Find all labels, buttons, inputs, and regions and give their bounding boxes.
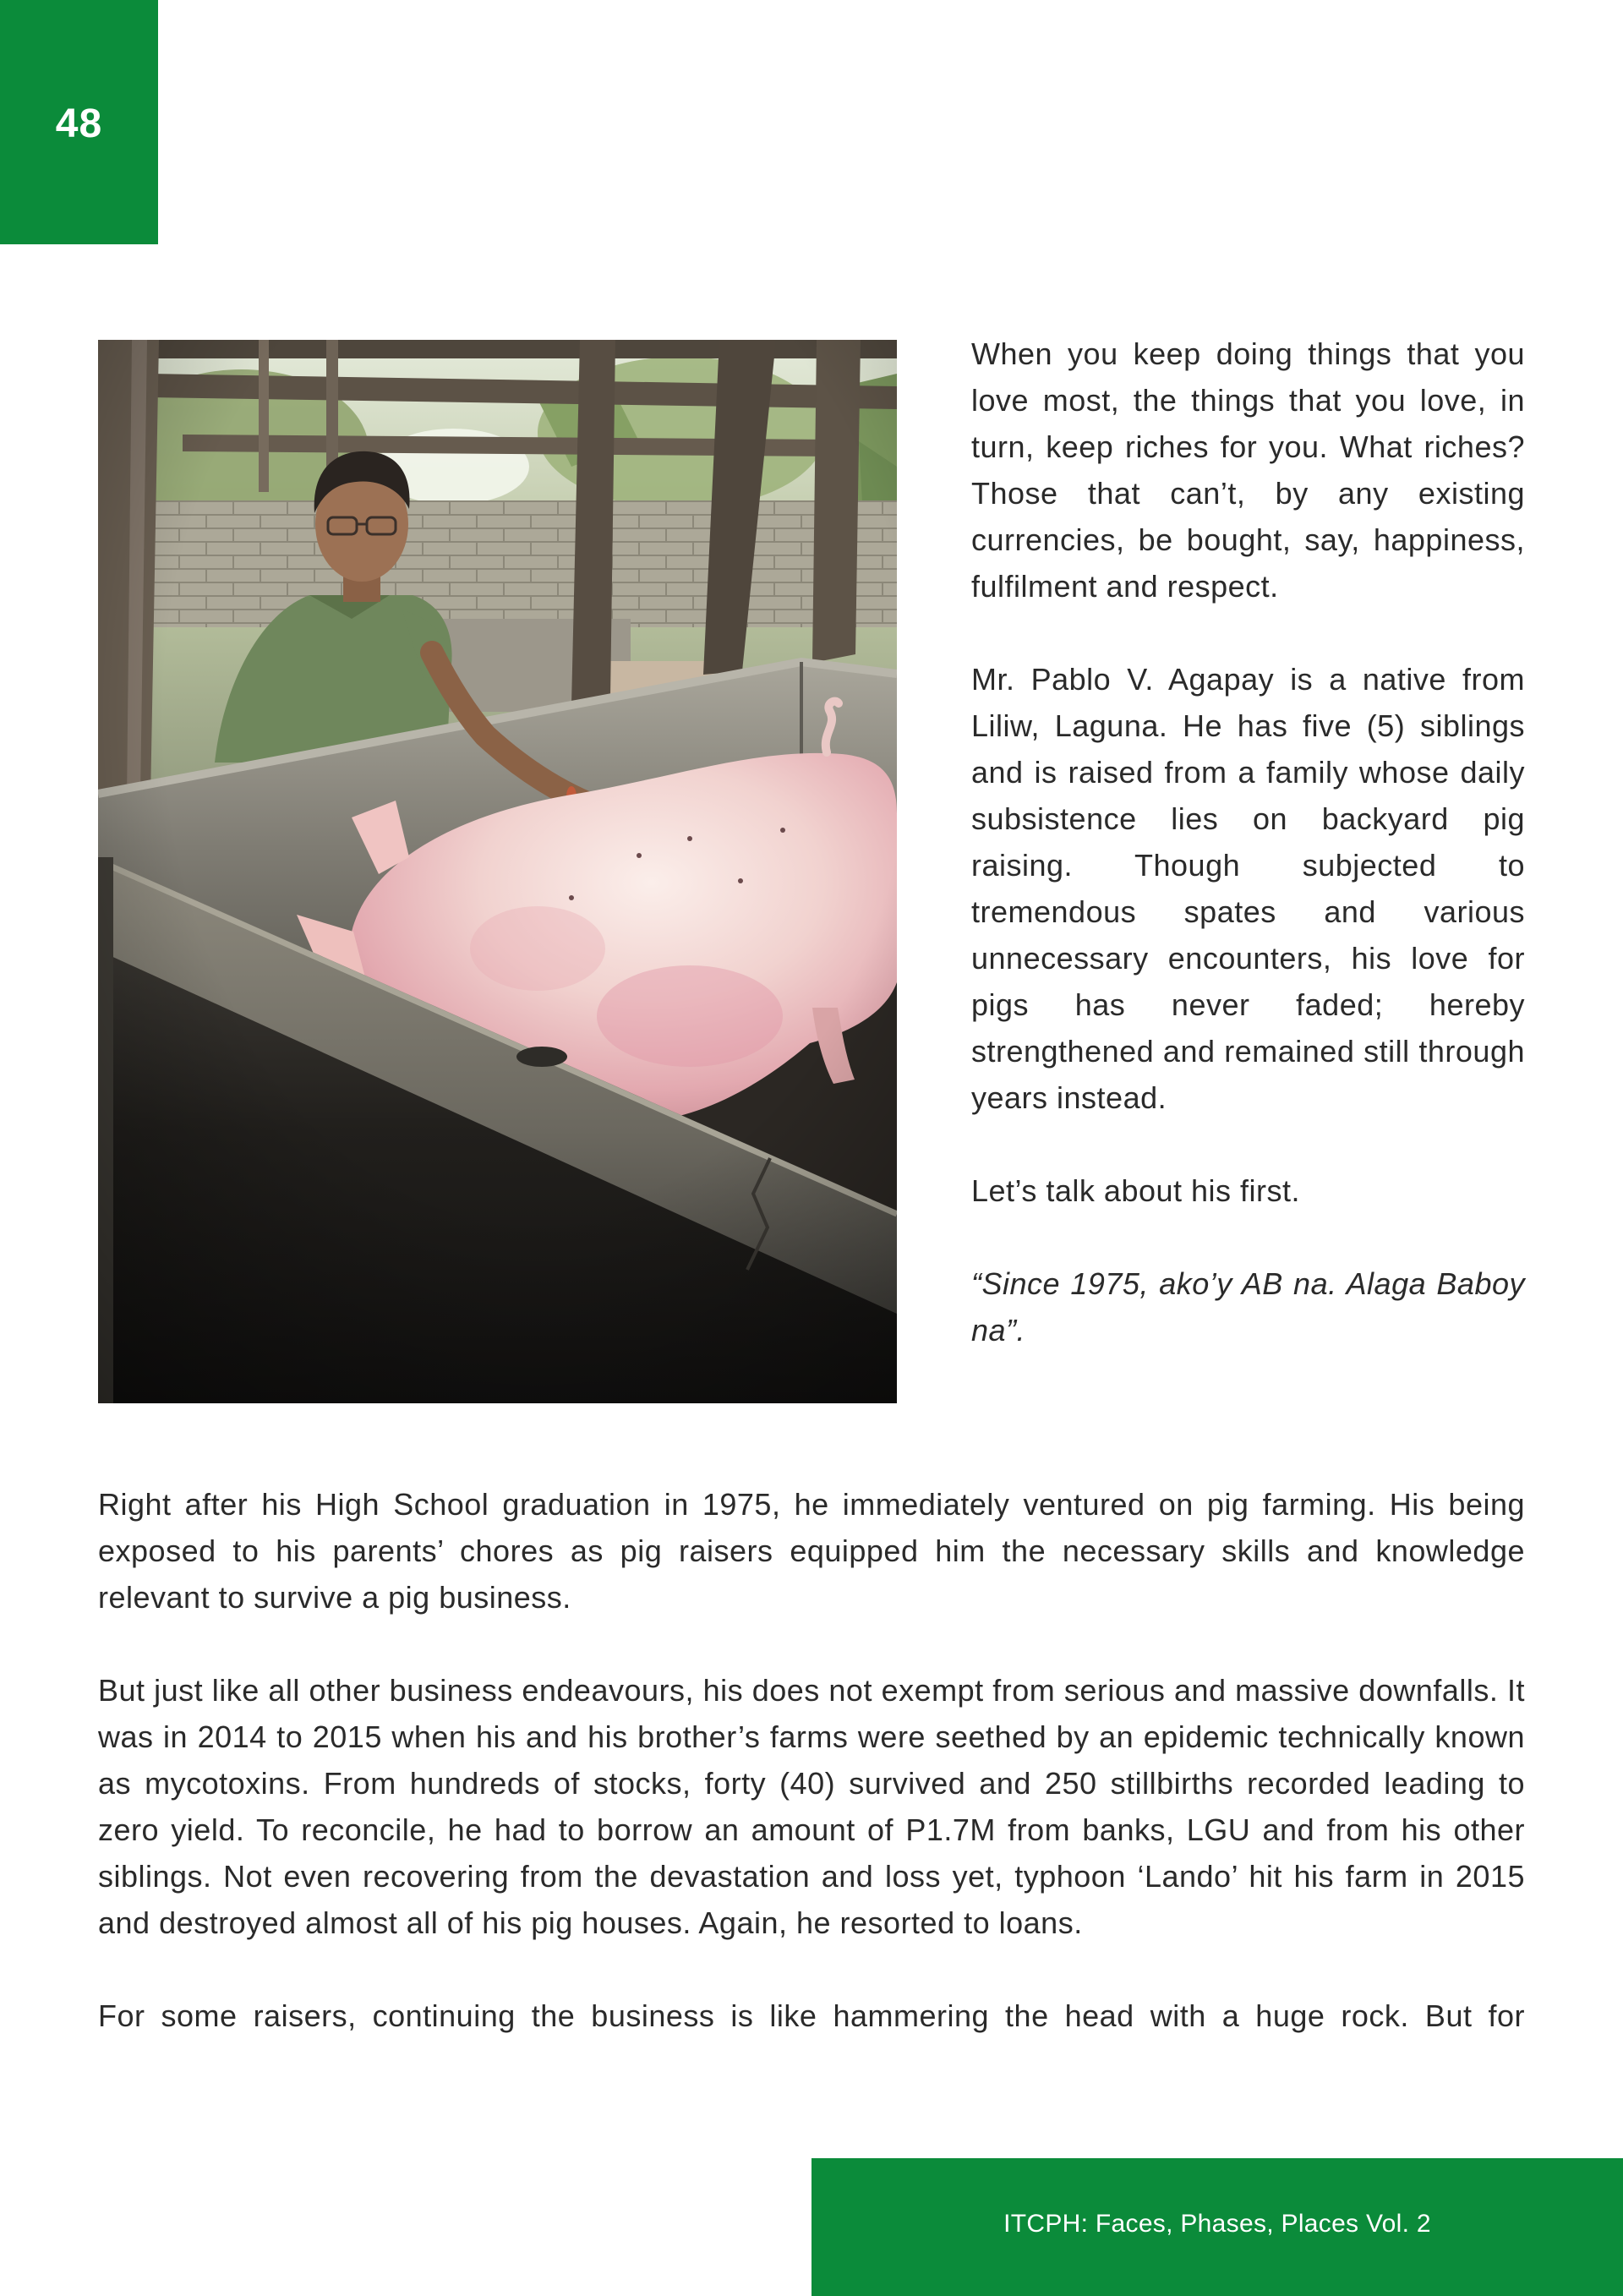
page-number: 48: [55, 101, 103, 146]
footer-banner: [812, 2158, 1623, 2296]
intro-quote: “Since 1975, ako’y AB na. Alaga Baboy na”.: [971, 1266, 1525, 1348]
body-paragraph: Right after his High School graduation in 1975, he immediately ventured on pig farming. His being exposed to his parents’ chores as pig raisers equipped him the necessary skills and knowledge relevant to survive a pig business.: [98, 1487, 1525, 1615]
body-paragraph: But just like all other business endeavours, his does not exempt from serious and massive downfalls. It was in 2014 to 2015 when his and his brother’s farms were seethed by an epidemic technically known as mycotoxins. From hundreds of stocks, forty (40) survived and 250 stillbirths recorded leading to zero yield. To reconcile, he had to borrow an amount of P1.7M from banks, LGU and from his other siblings. Not even recovering from the devastation and loss yet, typhoon ‘Lando’ hit his farm in 2015 and destroyed almost all of his pig houses. Again, he resorted to loans.: [98, 1673, 1525, 1940]
body-text: [98, 1481, 1525, 2039]
page-number-tab: [0, 0, 158, 244]
intro-paragraph: Mr. Pablo V. Agapay is a native from Liliw, Laguna. He has five (5) siblings and is raised from a family whose daily subsistence lies on backyard pig raising. Though subjected to tremendous spates and various unnecessary encounters, his love for pigs has never faded; hereby strengthened and remained still through years instead.: [971, 662, 1525, 1115]
publication-title: ITCPH: Faces, Phases, Places Vol. 2: [1003, 2209, 1431, 2238]
intro-paragraph: Let’s talk about his first.: [971, 1173, 1301, 1208]
body-paragraph: For some raisers, continuing the business is like hammering the head with a huge rock. But for: [98, 1998, 1525, 2033]
intro-paragraph: When you keep doing things that you love most, the things that you love, in turn, keep riches for you. What riches? Those that can’t, by any existing currencies, be bought, say, happiness, fulfilment and respect.: [971, 336, 1525, 604]
pig-farm-photo: [98, 340, 897, 1403]
pig-farm-photo-illustration: [98, 340, 897, 1403]
intro-column: [971, 331, 1525, 1353]
